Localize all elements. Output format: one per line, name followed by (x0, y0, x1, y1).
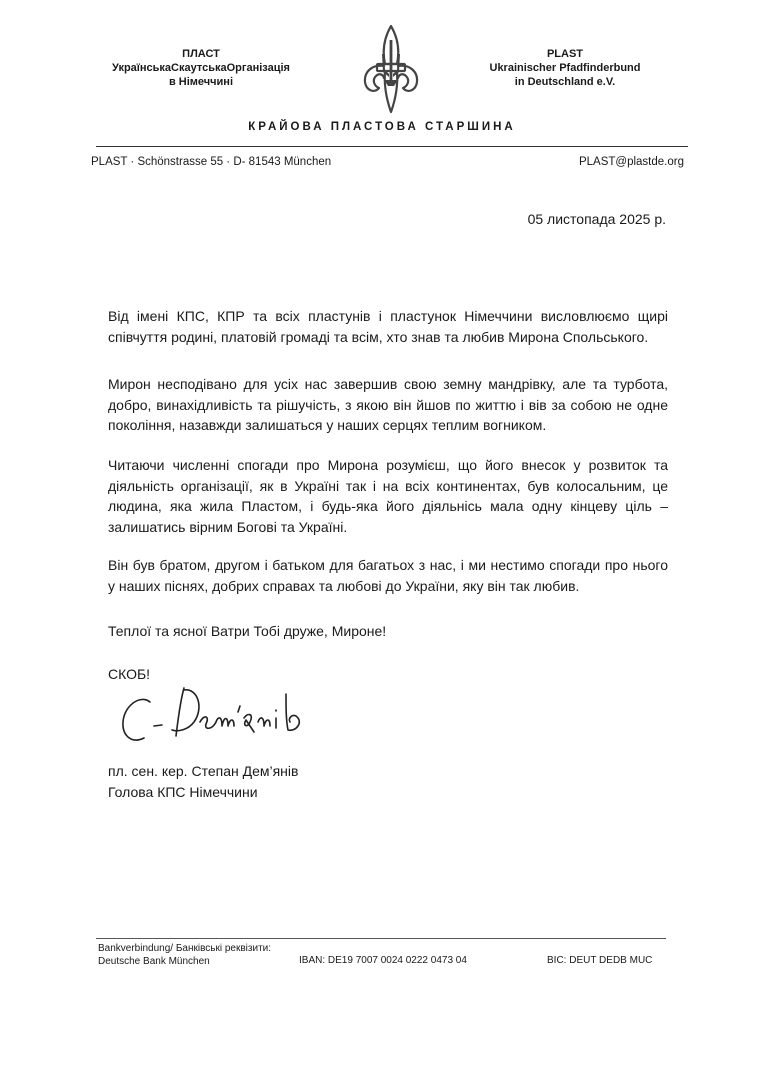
bank-bic: BIC: DEUT DEDB MUC (547, 955, 653, 966)
handwritten-signature (118, 680, 328, 748)
bank-details (98, 942, 271, 968)
signer-name: пл. сен. кер. Степан Дем’янів (108, 763, 299, 779)
letter-paragraph-3: Читаючи численні спогади про Мирона розумієш, що його внесок у розвиток та діяльність організації, як в Україні так і на всіх континентах, був колосальним, це людина, яка жила Пластом, і будь-яка його діяльнісь мала одну кінцеву ціль – залишатись вірним Богові та Україні. (108, 457, 668, 535)
bank-iban: IBAN: DE19 7007 0024 0222 0473 04 (299, 955, 467, 966)
letter-closing: СКОБ! (108, 666, 151, 682)
org-name-de-line1: PLAST (546, 48, 584, 60)
postal-address: PLAST · Schönstrasse 55 · D- 81543 München (91, 156, 332, 168)
bank-label: Bankverbindung/ Банківські реквізити: (98, 943, 272, 954)
footer-divider (96, 938, 666, 939)
letter-date: 05 листопада 2025 р. (527, 211, 666, 227)
org-name-de-line3: in Deutschland e.V. (514, 76, 616, 88)
org-name-german (480, 47, 650, 89)
email-link[interactable]: PLAST@plastde.org (578, 156, 684, 168)
plast-lily-trident-icon (362, 24, 420, 114)
letter-paragraph-5: Теплої та ясної Ватри Тобі друже, Мироне! (108, 623, 387, 639)
letter-paragraph-4: Він був братом, другом і батьком для багатьох з нас, і ми нестимо спогади про нього у наших піснях, добрих справах та любові до України, яку він так любив. (108, 557, 668, 594)
org-name-ukrainian (96, 47, 306, 89)
org-name-ua-line3: в Німеччині (168, 76, 234, 88)
org-name-de-line2: Ukrainischer Pfadfinderbund (489, 62, 641, 74)
bank-name: Deutsche Bank München (98, 956, 210, 967)
signer-title: Голова КПС Німеччини (108, 784, 258, 800)
signer-block (108, 761, 298, 803)
org-name-ua-line1: ПЛАСТ (182, 48, 220, 60)
header-divider (96, 146, 688, 147)
letter-paragraph-1: Від імені КПС, КПР та всіх пластунів і пластунок Німеччини висловлюємо щирі співчуття родині, платовій громаді та всім, хто знав та любив Мирона Спольського. (108, 308, 668, 345)
org-name-ua-line2: УкраїнськаСкаутськаОрганізація (112, 62, 290, 74)
council-title: КРАЙОВА ПЛАСТОВА СТАРШИНА (248, 121, 516, 133)
letter-paragraph-2: Мирон несподівано для усіх нас завершив свою земну мандрівку, але та турбота, добро, винахідливість та рішучість, з якою він йшов по життю і вів за собою не одне покоління, назавжди залишаться у наших серцях теплим вогником. (108, 376, 668, 433)
